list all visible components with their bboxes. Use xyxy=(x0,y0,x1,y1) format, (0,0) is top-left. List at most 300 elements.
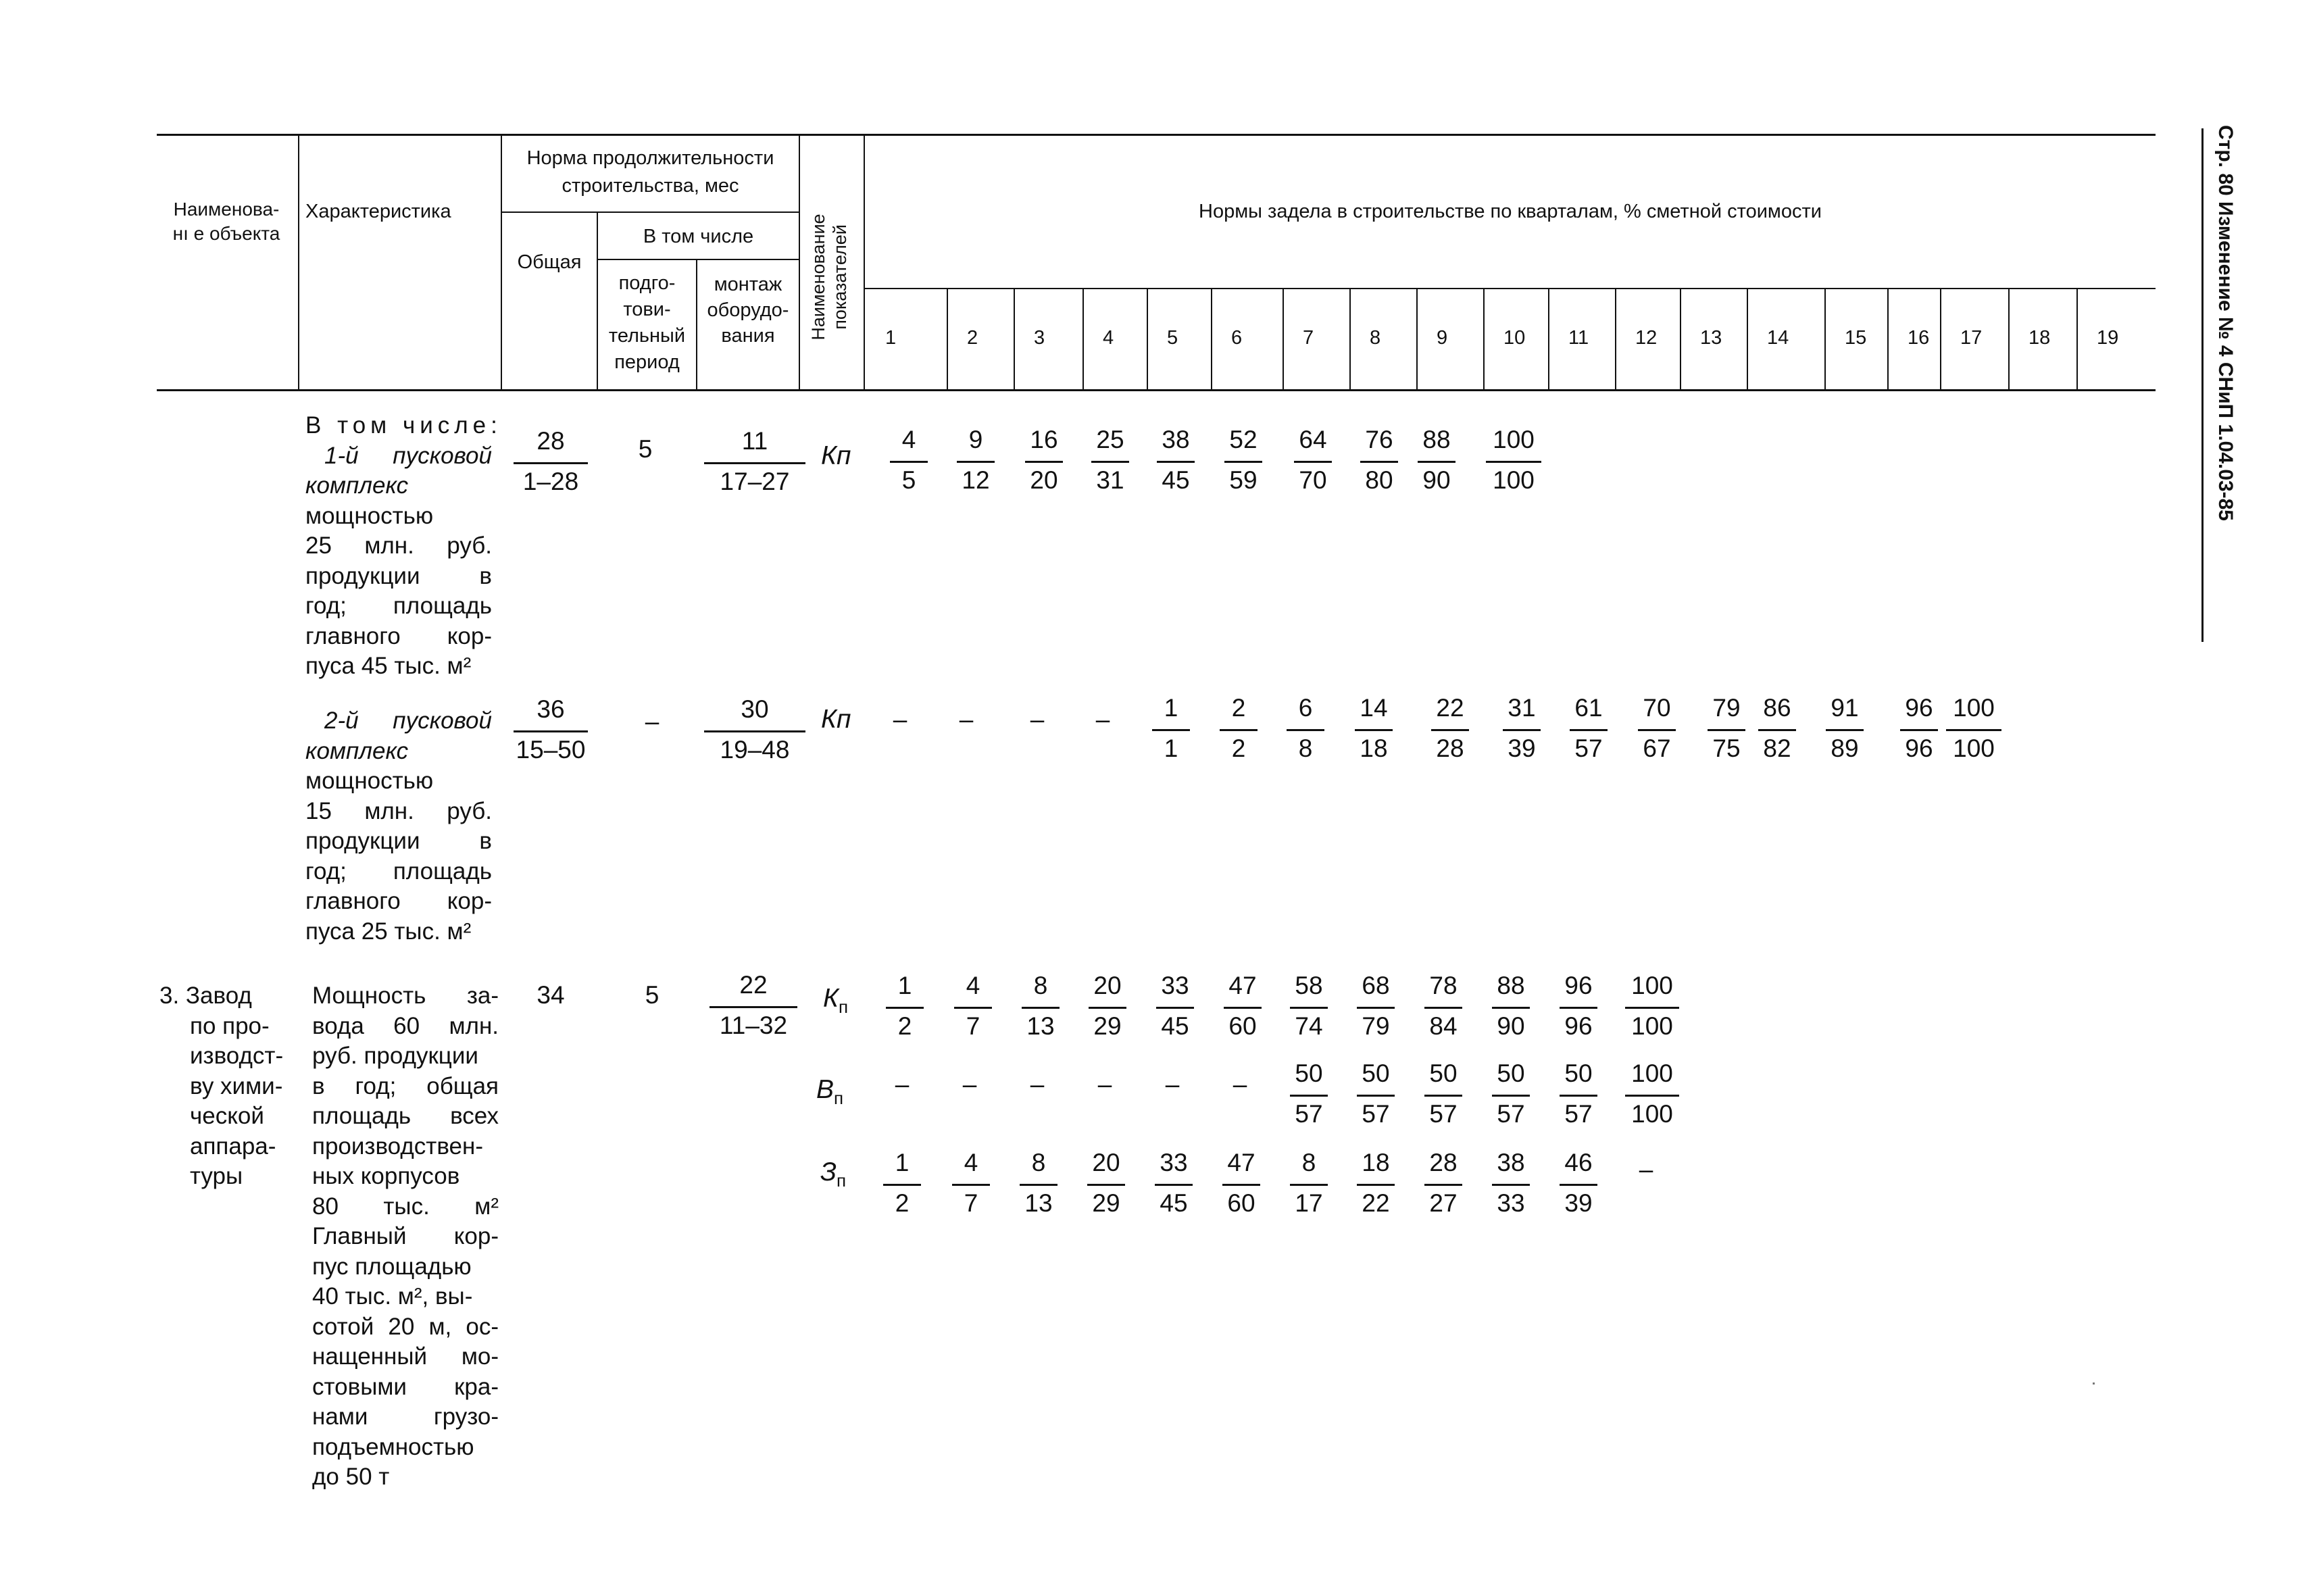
text-line: подъемностью xyxy=(312,1433,474,1460)
text-line: до 50 т xyxy=(312,1464,390,1490)
text-line: 80 тыс. м² xyxy=(312,1193,499,1220)
text-line: главного кор- xyxy=(305,622,492,649)
row3-zp-value-den: 17 xyxy=(1295,1189,1323,1217)
row2-value-bar xyxy=(1152,729,1190,731)
row3-kp-value xyxy=(1615,970,1689,1042)
row2-equip-fraction: 30 19–48 xyxy=(704,694,805,766)
row3-kp-value xyxy=(1272,970,1346,1042)
row3-vp-value-den: 57 xyxy=(1362,1100,1390,1128)
row3-kp-value-den: 90 xyxy=(1497,1012,1525,1040)
row2-value xyxy=(1134,693,1208,764)
header-prep-period: подго- тови- тельный период xyxy=(608,272,686,373)
row2-value xyxy=(1413,693,1487,764)
q-divider xyxy=(2076,288,2078,389)
row1-value xyxy=(1276,424,1350,496)
row2-dash: – xyxy=(1030,705,1045,733)
row3-kp-value xyxy=(1541,970,1616,1042)
row2-value-den: 2 xyxy=(1231,734,1246,762)
row1-value-bar xyxy=(957,461,995,463)
row3-vp-dash: – xyxy=(1233,1070,1247,1098)
quarter-number: 15 xyxy=(1845,327,1867,349)
quarter-number: 16 xyxy=(1908,327,1930,349)
row1-value-den: 70 xyxy=(1299,466,1327,494)
including-subrule xyxy=(597,259,799,260)
row2-dash: – xyxy=(893,705,907,733)
text-line: по про- xyxy=(190,1012,270,1039)
row3-kp-value-bar xyxy=(1156,1007,1194,1009)
row3-vp-value-bar xyxy=(1357,1095,1395,1097)
row3-kp-value-bar xyxy=(1560,1007,1597,1009)
row1-value-bar xyxy=(1224,461,1262,463)
row2-value-den: 75 xyxy=(1712,734,1741,762)
quarter-number: 12 xyxy=(1635,327,1658,349)
row3-kp-value-den: 60 xyxy=(1228,1012,1257,1040)
row3-zp-value-den: 2 xyxy=(895,1189,910,1217)
row1-value-bar xyxy=(1294,461,1332,463)
quarter-number: 7 xyxy=(1303,327,1314,349)
row3-kp-value xyxy=(1003,970,1078,1042)
row3-vp-value-bar xyxy=(1560,1095,1597,1097)
text-line: комплекс xyxy=(305,737,409,764)
row2-value-bar xyxy=(1220,729,1258,731)
row2-value xyxy=(1268,693,1343,764)
row3-kp-value xyxy=(1406,970,1480,1042)
duration-subrule xyxy=(502,211,799,213)
row3-kp-value-den: 45 xyxy=(1161,1012,1189,1040)
row3-zp-value-bar xyxy=(1290,1184,1328,1186)
text-line: пуса 25 тыс. м² xyxy=(305,918,472,945)
row3-zp-value-bar xyxy=(1222,1184,1260,1186)
row3-vp-value-bar xyxy=(1424,1095,1462,1097)
col-divider-1 xyxy=(298,135,299,389)
row3-kp-value-num: 88 xyxy=(1497,972,1525,999)
header-equipment: монтаж оборудо- вания xyxy=(707,274,789,347)
text-line: 15 млн. руб. xyxy=(305,797,492,824)
row1-value xyxy=(1206,424,1280,496)
row1-value-den: 90 xyxy=(1422,466,1451,494)
q-divider xyxy=(1548,288,1549,389)
text-line: 3. Завод xyxy=(159,982,252,1009)
row2-value-bar xyxy=(1503,729,1541,731)
row3-kp-value-bar xyxy=(1089,1007,1126,1009)
text-line: сотой 20 м, ос- xyxy=(312,1313,499,1340)
row3-vp-value xyxy=(1406,1058,1480,1130)
scan-speck xyxy=(2093,1382,2095,1385)
side-title-rule xyxy=(2201,128,2204,642)
row3-vp-dash: – xyxy=(1030,1070,1045,1098)
row3-kp-value-bar xyxy=(1492,1007,1530,1009)
row2-value-num: 22 xyxy=(1436,694,1464,722)
row3-zp-value xyxy=(1001,1147,1076,1219)
row3-zp-value-den: 22 xyxy=(1362,1189,1390,1217)
row3-zp-value-bar xyxy=(1087,1184,1125,1186)
header-including: В том числе xyxy=(643,226,754,247)
q-divider xyxy=(1483,288,1485,389)
row3-vp-dash: – xyxy=(895,1070,910,1098)
header-bottom-rule xyxy=(157,389,2156,391)
row3-kp-value-bar xyxy=(1625,1007,1679,1009)
row2-value-num: 86 xyxy=(1763,694,1791,722)
row2-value-num: 91 xyxy=(1831,694,1859,722)
row2-characteristic xyxy=(305,706,492,947)
row3-kp-value-num: 4 xyxy=(966,972,980,999)
quarter-number: 19 xyxy=(2097,327,2119,349)
col-divider-5 xyxy=(799,135,800,389)
q-divider xyxy=(1014,288,1015,389)
row3-vp-value-den: 100 xyxy=(1631,1100,1673,1128)
row1-value-den: 20 xyxy=(1030,466,1058,494)
row2-value-bar xyxy=(1570,729,1608,731)
row3-kp-value-num: 1 xyxy=(897,972,912,999)
row3-vp-dash: – xyxy=(1165,1070,1180,1098)
row2-value-num: 14 xyxy=(1360,694,1388,722)
q-divider xyxy=(1887,288,1889,389)
row3-zp-value-num: 28 xyxy=(1429,1149,1458,1176)
row3-kp-value-den: 100 xyxy=(1631,1012,1673,1040)
row3-vp-dash: – xyxy=(1097,1070,1112,1098)
row3-kp-value-den: 74 xyxy=(1295,1012,1323,1040)
row3-kp-value xyxy=(1070,970,1145,1042)
row1-value-num: 4 xyxy=(901,426,916,453)
row1-equip-fraction: 11 17–27 xyxy=(704,426,805,497)
header-characteristic: Характеристика xyxy=(305,201,451,222)
text-line: ву хими- xyxy=(190,1072,283,1099)
row2-value xyxy=(1808,693,1882,764)
row2-value-num: 100 xyxy=(1953,694,1995,722)
row3-kp-value-den: 2 xyxy=(897,1012,912,1040)
row3-kp-value-bar xyxy=(1357,1007,1395,1009)
row3-kp-value-den: 84 xyxy=(1429,1012,1458,1040)
quarter-number: 4 xyxy=(1103,327,1114,349)
row3-kp-value-num: 8 xyxy=(1033,972,1048,999)
row2-value xyxy=(1551,693,1626,764)
row1-value-den: 45 xyxy=(1162,466,1190,494)
row3-zp-value-den: 7 xyxy=(964,1189,978,1217)
q-divider xyxy=(1680,288,1681,389)
row2-value-bar xyxy=(1287,729,1324,731)
text-line: Главный кор- xyxy=(312,1223,499,1249)
row3-kp-label: $К_п$ xyxy=(823,984,849,1017)
row3-kp-value xyxy=(936,970,1010,1042)
row3-kp-value xyxy=(1205,970,1280,1042)
row1-value-num: 52 xyxy=(1229,426,1258,453)
text-line: в год; общая xyxy=(312,1072,499,1099)
row3-vp-value-den: 57 xyxy=(1429,1100,1458,1128)
row1-value-den: 12 xyxy=(962,466,990,494)
row1-value xyxy=(1139,424,1213,496)
row1-value-den: 5 xyxy=(901,466,916,494)
q-divider xyxy=(1416,288,1418,389)
row3-zp-value-den: 13 xyxy=(1024,1189,1053,1217)
quarter-number: 5 xyxy=(1167,327,1178,349)
row3-zp-value-num: 46 xyxy=(1564,1149,1593,1176)
row2-value-num: 1 xyxy=(1164,694,1178,722)
row1-value-bar xyxy=(1025,461,1063,463)
row1-value xyxy=(1399,424,1474,496)
row3-kp-value-num: 100 xyxy=(1631,972,1673,999)
row3-zp-value xyxy=(1339,1147,1413,1219)
row1-value-den: 80 xyxy=(1365,466,1393,494)
quarter-number: 18 xyxy=(2028,327,2051,349)
row2-value-num: 79 xyxy=(1712,694,1741,722)
row2-value-den: 1 xyxy=(1164,734,1178,762)
text-line: 1-й пусковой xyxy=(324,442,492,469)
row3-zp-value-den: 60 xyxy=(1227,1189,1255,1217)
text-line: год; площадь xyxy=(305,857,492,884)
row3-zp-value xyxy=(865,1147,939,1219)
row3-zp-value xyxy=(1204,1147,1278,1219)
row2-total-fraction: 36 15–50 xyxy=(514,694,588,766)
row3-zp-value-num: 1 xyxy=(895,1149,910,1176)
row2-value xyxy=(1201,693,1276,764)
row2-value-den: 18 xyxy=(1360,734,1388,762)
text-line: руб. продукции xyxy=(312,1043,478,1069)
row3-zp-value xyxy=(1541,1147,1616,1219)
text-line: пуса 45 тыс. м² xyxy=(305,653,472,679)
row3-zp-value-num: 47 xyxy=(1227,1149,1255,1176)
row1-total-fraction: 28 1–28 xyxy=(514,426,588,497)
row1-indicator: Кп xyxy=(821,441,851,470)
row2-value-bar xyxy=(1431,729,1469,731)
row2-value-bar xyxy=(1758,729,1796,731)
row3-zp-value-num: 8 xyxy=(1031,1149,1046,1176)
row3-vp-value-den: 57 xyxy=(1497,1100,1525,1128)
row1-value-bar xyxy=(1091,461,1129,463)
row3-characteristic xyxy=(312,981,499,1493)
text-line: продукции в xyxy=(305,828,492,854)
row1-value-num: 25 xyxy=(1096,426,1124,453)
row3-kp-value-bar xyxy=(886,1007,924,1009)
row3-vp-value xyxy=(1339,1058,1413,1130)
row3-zp-value xyxy=(1069,1147,1143,1219)
row3-vp-value-num: 50 xyxy=(1362,1059,1390,1087)
row3-zp-value xyxy=(1406,1147,1480,1219)
row1-value-den: 100 xyxy=(1493,466,1535,494)
header-total: Общая xyxy=(517,251,582,273)
text-line: производствен- xyxy=(312,1132,483,1159)
text-line: стовыми кра- xyxy=(312,1373,499,1400)
row1-value xyxy=(1073,424,1147,496)
row1-value-num: 16 xyxy=(1030,426,1058,453)
row1-value-bar xyxy=(1157,461,1195,463)
row1-prep: 5 xyxy=(638,435,653,463)
text-line: год; площадь xyxy=(305,593,492,619)
row3-kp-value-num: 58 xyxy=(1295,972,1323,999)
row3-vp-value-num: 50 xyxy=(1429,1059,1458,1087)
row2-value-den: 28 xyxy=(1436,734,1464,762)
text-line: комплекс xyxy=(305,472,409,499)
row2-value-num: 31 xyxy=(1508,694,1536,722)
quarter-number: 3 xyxy=(1034,327,1045,349)
text-line: туры xyxy=(190,1163,243,1189)
row3-vp-value-bar xyxy=(1290,1095,1328,1097)
quarter-number: 17 xyxy=(1960,327,1983,349)
q-divider xyxy=(1747,288,1748,389)
row3-kp-value-num: 33 xyxy=(1161,972,1189,999)
row2-dash: – xyxy=(959,705,974,733)
row2-value-den: 57 xyxy=(1574,734,1603,762)
row1-value xyxy=(939,424,1013,496)
row3-zp-value xyxy=(1272,1147,1346,1219)
row3-kp-value-num: 96 xyxy=(1564,972,1593,999)
row2-value-den: 39 xyxy=(1508,734,1536,762)
q-divider xyxy=(1283,288,1284,389)
text-line: вода 60 млн. xyxy=(312,1012,499,1039)
row2-value-den: 96 xyxy=(1905,734,1933,762)
row3-zp-trailing-dash: – xyxy=(1639,1155,1653,1183)
q-divider xyxy=(947,288,948,389)
row3-vp-label: $В_п$ xyxy=(816,1075,844,1108)
row3-kp-value-num: 20 xyxy=(1093,972,1122,999)
row1-value-den: 31 xyxy=(1096,466,1124,494)
row2-prep: – xyxy=(645,707,659,735)
row1-value-num: 9 xyxy=(968,426,983,453)
row3-vp-value-num: 50 xyxy=(1497,1059,1525,1087)
header-reserve-norms: Нормы задела в строительстве по кварталам, % сметной стоимости xyxy=(1199,201,1822,222)
row3-kp-value-bar xyxy=(1224,1007,1262,1009)
row3-zp-value-den: 29 xyxy=(1092,1189,1120,1217)
text-line: главного кор- xyxy=(305,888,492,914)
row2-value-den: 8 xyxy=(1298,734,1313,762)
row3-object-name xyxy=(159,981,288,1192)
row3-kp-value-den: 96 xyxy=(1564,1012,1593,1040)
row3-vp-value-bar xyxy=(1492,1095,1530,1097)
quarter-number: 14 xyxy=(1767,327,1789,349)
text-line: 25 млн. руб. xyxy=(305,532,492,559)
row3-vp-dash: – xyxy=(962,1070,977,1098)
row3-kp-value-den: 13 xyxy=(1026,1012,1055,1040)
quarter-number: 6 xyxy=(1231,327,1243,349)
text-line: В том числе: xyxy=(305,412,502,439)
text-line: нащенный мо- xyxy=(312,1343,499,1370)
row2-value-num: 61 xyxy=(1574,694,1603,722)
row1-value-den: 59 xyxy=(1229,466,1258,494)
row3-kp-value-den: 29 xyxy=(1093,1012,1122,1040)
row2-dash: – xyxy=(1095,705,1110,733)
row1-value-bar xyxy=(1418,461,1455,463)
row3-vp-value xyxy=(1474,1058,1548,1130)
row2-value-bar xyxy=(1946,729,2001,731)
text-line: мощностью xyxy=(305,768,434,794)
text-line: ческой xyxy=(190,1103,264,1129)
row1-characteristic xyxy=(305,411,502,682)
quarter-number: 13 xyxy=(1700,327,1722,349)
row2-value-den: 82 xyxy=(1763,734,1791,762)
text-line: изводст- xyxy=(190,1043,284,1069)
q-divider xyxy=(1211,288,1212,389)
row3-vp-value-bar xyxy=(1625,1095,1679,1097)
col-divider-6 xyxy=(864,135,865,389)
row1-value-bar xyxy=(1360,461,1398,463)
row2-value-den: 100 xyxy=(1953,734,1995,762)
q-divider xyxy=(1082,288,1084,389)
row1-value-num: 38 xyxy=(1162,426,1190,453)
row3-kp-value xyxy=(868,970,942,1042)
row3-vp-value xyxy=(1615,1058,1689,1130)
quarter-number: 2 xyxy=(967,327,978,349)
row2-value-num: 70 xyxy=(1643,694,1671,722)
text-line: продукции в xyxy=(305,562,492,589)
text-line: пус площадью xyxy=(312,1253,472,1280)
row2-value-num: 96 xyxy=(1905,694,1933,722)
row3-vp-value-den: 57 xyxy=(1295,1100,1323,1128)
row2-value xyxy=(1740,693,1814,764)
text-line: Мощность за- xyxy=(312,982,499,1009)
row3-kp-value-den: 7 xyxy=(966,1012,980,1040)
row3-kp-value xyxy=(1138,970,1212,1042)
row3-kp-value-num: 68 xyxy=(1362,972,1390,999)
row2-value-bar xyxy=(1900,729,1938,731)
row3-zp-value-den: 45 xyxy=(1160,1189,1188,1217)
row3-zp-label: $З_п$ xyxy=(820,1157,847,1191)
row1-value-bar xyxy=(890,461,928,463)
row3-zp-value-bar xyxy=(1492,1184,1530,1186)
row3-total: 34 xyxy=(537,981,565,1009)
row2-value-bar xyxy=(1355,729,1393,731)
quarter-number: 8 xyxy=(1370,327,1381,349)
row3-zp-value-num: 38 xyxy=(1497,1149,1525,1176)
q-divider xyxy=(1349,288,1351,389)
row1-value-num: 88 xyxy=(1422,426,1451,453)
row3-zp-value xyxy=(1474,1147,1548,1219)
row3-prep: 5 xyxy=(645,981,659,1009)
row2-value-den: 89 xyxy=(1831,734,1859,762)
row2-value xyxy=(1337,693,1411,764)
row2-value-den: 67 xyxy=(1643,734,1671,762)
row3-zp-value-bar xyxy=(1020,1184,1057,1186)
row2-value xyxy=(1937,693,2011,764)
row2-indicator: Кп xyxy=(821,705,851,734)
text-line: аппара- xyxy=(190,1132,276,1159)
row3-zp-value-num: 4 xyxy=(964,1149,978,1176)
page-side-title: Стр. 80 Изменение № 4 СНиП 1.04.03-85 xyxy=(2214,125,2237,521)
text-line: ных корпусов xyxy=(312,1163,460,1189)
row3-vp-value xyxy=(1541,1058,1616,1130)
text-line: нами грузо- xyxy=(312,1403,499,1430)
row3-kp-value-bar xyxy=(954,1007,992,1009)
header-norm-duration: Норма продолжительности строительства, мес xyxy=(526,147,774,197)
header-object-name: Наименова- нı е объекта xyxy=(172,199,280,244)
row3-zp-value xyxy=(1137,1147,1211,1219)
text-line: площадь всех xyxy=(312,1103,499,1129)
row3-vp-value-num: 100 xyxy=(1631,1059,1673,1087)
row3-kp-value-bar xyxy=(1290,1007,1328,1009)
row3-equip-fraction: 22 11–32 xyxy=(710,970,797,1041)
quarter-number: 9 xyxy=(1437,327,1448,349)
row2-value-bar xyxy=(1638,729,1676,731)
row3-zp-value-num: 33 xyxy=(1160,1149,1188,1176)
row3-kp-value-num: 78 xyxy=(1429,972,1458,999)
quarter-number: 1 xyxy=(885,327,897,349)
row3-kp-value xyxy=(1474,970,1548,1042)
row1-value xyxy=(1007,424,1081,496)
row3-vp-value-den: 57 xyxy=(1564,1100,1593,1128)
row3-kp-value-bar xyxy=(1022,1007,1060,1009)
row3-zp-value-den: 39 xyxy=(1564,1189,1593,1217)
quarter-number: 10 xyxy=(1503,327,1526,349)
row1-value-num: 100 xyxy=(1493,426,1535,453)
text-line: 40 тыс. м², вы- xyxy=(312,1283,473,1310)
row3-vp-value xyxy=(1272,1058,1346,1130)
header-indicators: Наименование показателей xyxy=(808,214,850,341)
row1-value-bar xyxy=(1486,461,1541,463)
row2-value xyxy=(1485,693,1559,764)
row3-kp-value-den: 79 xyxy=(1362,1012,1390,1040)
row2-value-num: 2 xyxy=(1231,694,1246,722)
row1-value xyxy=(1476,424,1551,496)
text-line: 2-й пусковой xyxy=(324,707,492,734)
quarter-number: 11 xyxy=(1568,327,1589,349)
